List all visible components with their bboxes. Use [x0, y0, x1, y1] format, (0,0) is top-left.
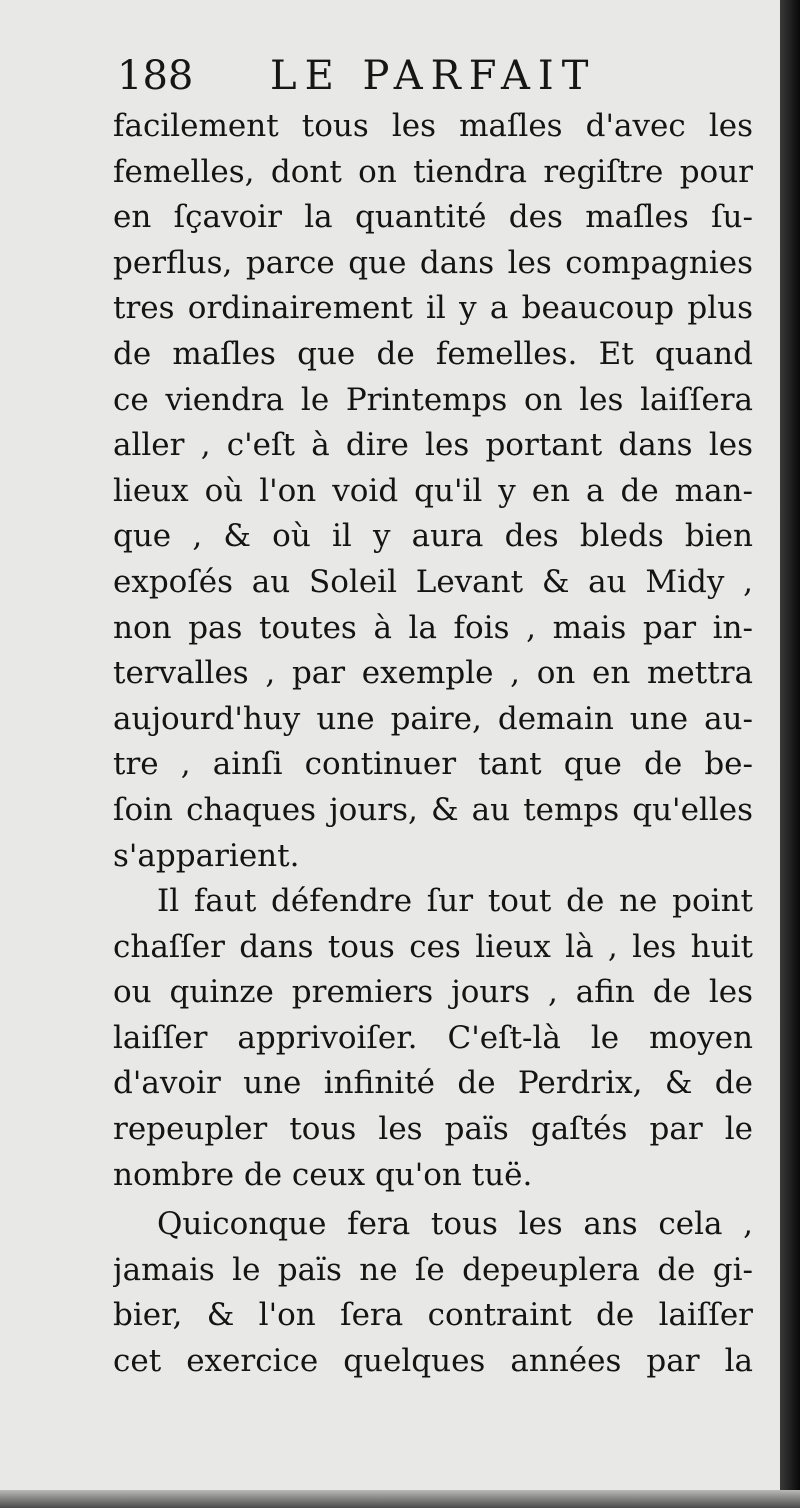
text-line: chaſſer dans tous ces lieux là , les huit — [113, 928, 753, 965]
text-line: cet exercice quelques années par la — [113, 1343, 753, 1380]
text-line: perflus, parce que dans les compagnies — [113, 244, 753, 281]
text-line: tervalles , par exemple , on en mettra — [113, 655, 753, 692]
text-line: lieux où l'on void qu'il y en a de man- — [113, 472, 753, 509]
text-line: aujourd'huy une paire, demain une au- — [113, 700, 753, 737]
text-line: laiſſer apprivoiſer. C'eſt-là le moyen — [113, 1019, 753, 1056]
text-line: ou quinze premiers jours , afin de les — [113, 974, 753, 1011]
text-line: que , & où il y aura des bleds bien — [113, 518, 753, 555]
text-line: facilement tous les maſles d'avec les — [113, 108, 753, 144]
text-line: jamais le païs ne ſe depeuplera de gi- — [113, 1251, 753, 1288]
text-line: bier, & l'on ſera contraint de laiſſer — [113, 1297, 753, 1334]
book-gutter-shadow — [780, 0, 800, 1508]
text-line: femelles, dont on tiendra regiſtre pour — [113, 153, 753, 190]
page-bottom-shadow — [0, 1490, 800, 1508]
paragraph-start-line: Il faut défendre ſur tout de ne point — [157, 883, 753, 920]
paragraph-start-line: Quiconque fera tous les ans cela , — [157, 1206, 753, 1243]
text-line: en ſçavoir la quantité des maſles ſu- — [113, 199, 753, 236]
running-title: LE PARFAIT — [270, 53, 597, 99]
page-number: 188 — [117, 53, 194, 99]
text-line: tres ordinairement il y a beaucoup plus — [113, 290, 753, 327]
paragraph-end-line: nombre de ceux qu'on tuë. — [113, 1156, 533, 1193]
text-line: non pas toutes à la fois , mais par in- — [113, 609, 753, 646]
text-line: expoſés au Soleil Levant & au Midy , — [113, 563, 753, 600]
body-text — [113, 104, 753, 1385]
page-header — [117, 48, 657, 104]
text-line: aller , c'eſt à dire les portant dans les — [113, 427, 753, 464]
text-line: d'avoir une infinité de Perdrix, & de — [113, 1065, 753, 1102]
text-line: tre , ainſi continuer tant que de be- — [113, 746, 753, 783]
text-line: repeupler tous les païs gaſtés par le — [113, 1111, 753, 1148]
text-line: de maſles que de femelles. Et quand — [113, 335, 753, 372]
text-line: ce viendra le Printemps on les laiſſera — [113, 381, 753, 418]
paragraph-end-line: s'apparient. — [113, 837, 300, 874]
text-line: ſoin chaques jours, & au temps qu'elles — [113, 791, 753, 828]
